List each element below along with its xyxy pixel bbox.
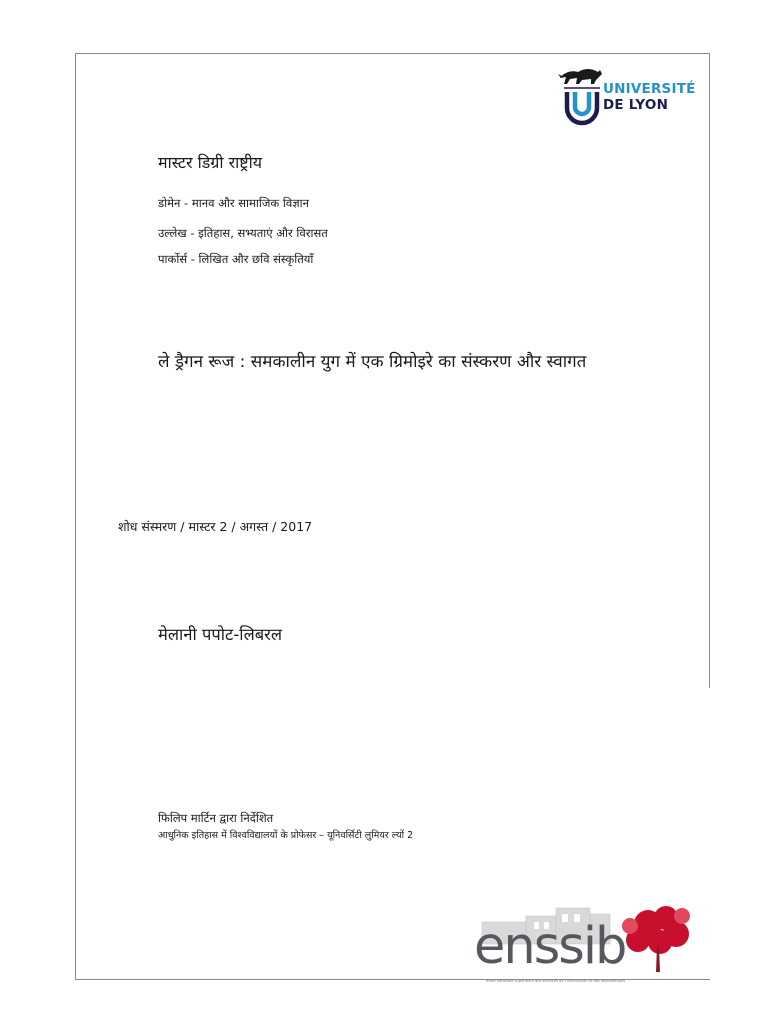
page-border-right xyxy=(709,53,710,688)
enssib-wordmark: enssib xyxy=(474,917,626,976)
enssib-caption: école nationale supérieure des sciences de l'information et des bibliothèques xyxy=(486,979,626,983)
lyon-logo-line2: DE LYON xyxy=(603,97,669,113)
tree-icon xyxy=(622,906,690,954)
professor-line: आधुनिक इतिहास में विश्वविद्यालयों के प्रोफेसर – यूनिवर्सिटी लुमियर ल्यों 2 xyxy=(158,830,414,841)
parcours-line: पार्कोर्स - लिखित और छवि संस्कृतियाँ xyxy=(158,252,314,266)
domain-line: डोमेन - मानव और सामाजिक विज्ञान xyxy=(158,196,309,210)
thesis-title: ले ड्रैगन रूज : समकालीन युग में एक ग्रिमोइरे का संस्करण और स्वागत xyxy=(158,352,587,372)
supervisor-line: फिलिप मार्टिन द्वारा निर्देशित xyxy=(158,811,274,825)
memo-info: शोध संस्मरण / मास्टर 2 / अगस्त / 2017 xyxy=(118,519,313,534)
u-icon xyxy=(567,92,597,123)
lyon-logo-line1: UNIVERSITÉ xyxy=(603,81,696,97)
lion-icon xyxy=(558,69,602,84)
mention-line: उल्लेख - इतिहास, सभ्यताएं और विरासत xyxy=(158,226,328,240)
author-name: मेलानी पपोट-लिबरल xyxy=(158,625,283,644)
degree-title: मास्टर डिग्री राष्ट्रीय xyxy=(158,153,263,172)
